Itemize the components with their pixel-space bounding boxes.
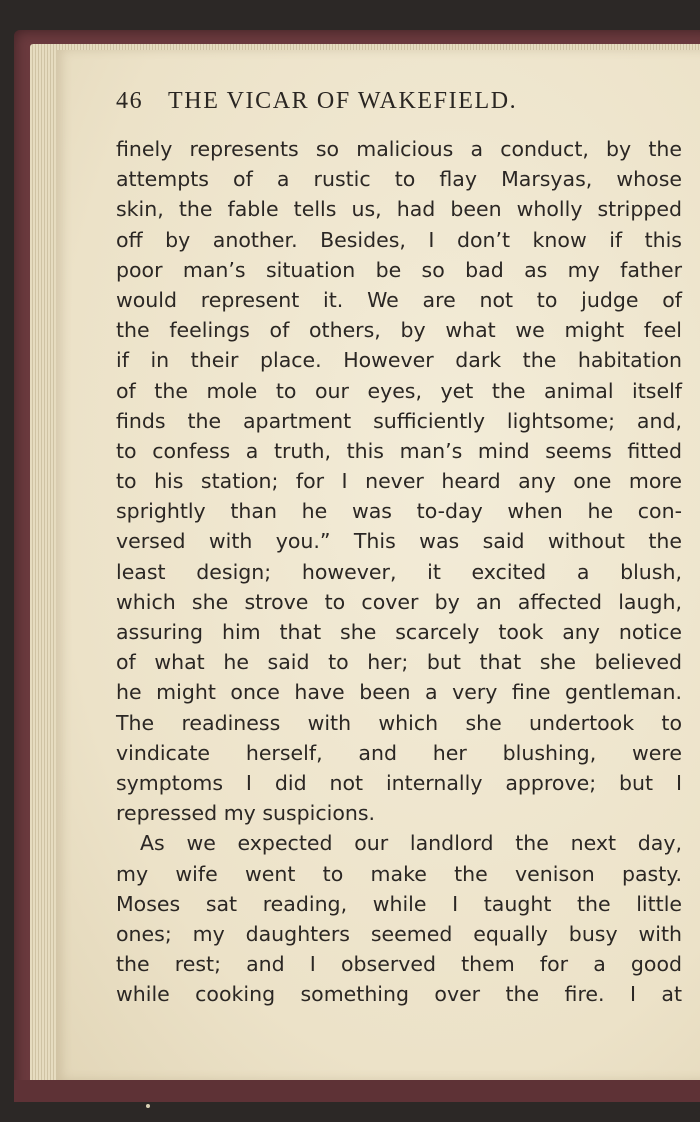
text-line: the rest; and I observed them for a good [116,952,682,977]
text-line: symptoms I did not internally approve; but I [116,770,682,795]
text-line: versed with you.” This was said without the [116,529,682,554]
paragraph [116,828,682,1009]
page-number: 46 [116,88,144,114]
text-line: attempts of a rustic to flay Marsyas, whose [116,167,682,192]
text-line: skin, the fable tells us, had been wholly stripped [116,197,682,222]
text-line: if in their place. However dark the habitation [116,348,682,373]
text-line: repressed my suspicions. [116,801,376,826]
running-head [116,80,636,122]
text-line: The readiness with which she undertook to [116,710,682,735]
text-line: while cooking something over the fire. I at [116,982,682,1007]
text-line: vindicate herself, and her blushing, were [116,740,682,765]
text-line: off by another. Besides, I don’t know if this [116,227,682,252]
text-line: which she strove to cover by an affected laugh, [116,589,682,614]
text-line: finds the apartment sufficiently lightsome; and, [116,408,682,433]
text-line: to confess a truth, this man’s mind seems fitted [116,438,682,463]
body-text [116,134,682,1009]
text-line: of the mole to our eyes, yet the animal itself [116,378,682,403]
paragraph [116,134,682,828]
text-line: finely represents so malicious a conduct, by the [116,137,682,161]
text-line: least design; however, it excited a blush, [116,559,682,584]
text-line: he might once have been a very fine gentleman. [116,680,682,705]
book-title: THE VICAR OF WAKEFIELD. [168,88,518,114]
text-line: poor man’s situation be so bad as my father [116,257,682,282]
dust-speck [146,1104,150,1108]
text-line: Moses sat reading, while I taught the little [116,891,682,916]
text-line: sprightly than he was to-day when he con- [116,499,682,524]
text-line: assuring him that she scarcely took any notice [116,620,682,644]
book-cover-bottom-edge [14,1080,700,1102]
text-line: ones; my daughters seemed equally busy with [116,921,682,946]
text-line: the feelings of others, by what we might feel [116,318,682,343]
text-line: would represent it. We are not to judge of [116,287,682,312]
text-line: my wife went to make the venison pasty. [116,861,682,886]
text-line: of what he said to her; but that she believed [116,650,682,675]
text-line: As we expected our landlord the next day, [140,831,682,856]
text-line: to his station; for I never heard any one more [116,469,682,494]
